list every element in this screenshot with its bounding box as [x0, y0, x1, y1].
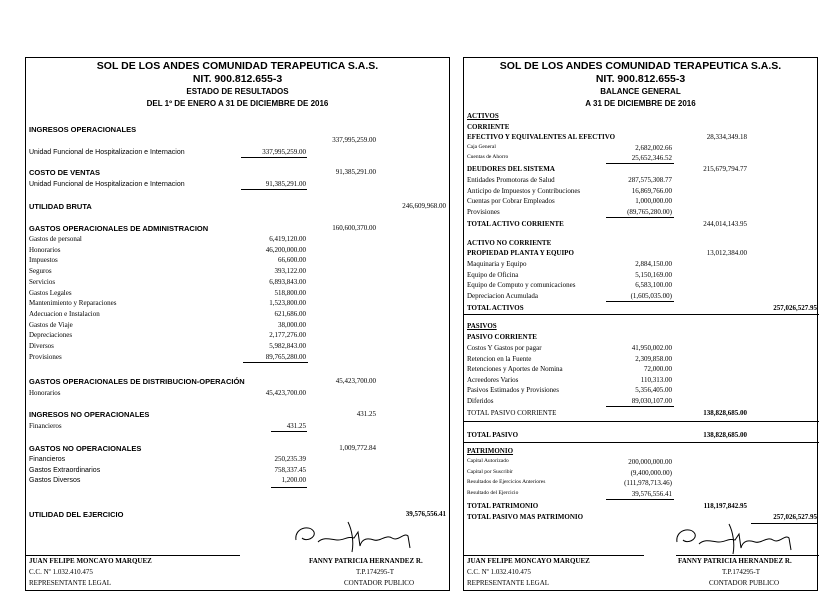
line-item-value: 6,583,100.00: [635, 281, 672, 289]
line-item-label: Resultado del Ejercicio: [467, 489, 519, 496]
line-item-value: 38,000.00: [278, 320, 306, 329]
line-item-label: Equipo de Computo y comunicaciones: [467, 281, 576, 289]
line-item-label: Capital Autorizado: [467, 458, 509, 464]
line-item-label: Financieros: [29, 422, 62, 430]
group-total: 28,334,349.18: [706, 133, 747, 141]
line-item-value: 72,000.00: [644, 365, 672, 373]
line-item-label: Gastos Legales: [29, 288, 72, 297]
statement-period: DEL 1º DE ENERO A 31 DE DICIEMBRE DE 2016: [146, 99, 329, 108]
total-label: TOTAL PASIVO: [467, 431, 519, 439]
total-label: TOTAL PATRIMONIO: [467, 502, 539, 510]
representative-role: REPRESENTANTE LEGAL: [29, 579, 112, 587]
section-title: INGRESOS OPERACIONALES: [29, 125, 137, 134]
group-label: EFECTIVO Y EQUIVALENTES AL EFECTIVO: [467, 133, 616, 141]
line-item-label: Maquinaria y Equipo: [467, 260, 527, 268]
section-title: GASTOS OPERACIONALES DE DISTRIBUCION-OPERACIÓN: [29, 377, 245, 386]
total-label: TOTAL ACTIVOS: [467, 304, 524, 312]
signature-image: [669, 520, 799, 560]
section-heading: PASIVO CORRIENTE: [467, 333, 537, 341]
line-item-label: Cuentas de Ahorro: [467, 154, 509, 160]
line-item-label: Caja General: [467, 144, 496, 150]
line-item-label: Servicios: [29, 277, 56, 286]
line-item-value: 1,200.00: [281, 476, 306, 485]
accountant-role: CONTADOR PUBLICO: [344, 579, 415, 587]
net-profit-value: 39,576,556.41: [405, 510, 446, 518]
line-item-value: 16,869,766.00: [631, 186, 672, 195]
line-item-value: 758,337.45: [274, 465, 306, 474]
line-item-value: 46,200,000.00: [265, 245, 306, 254]
line-item-label: Gastos Extraordinarios: [29, 466, 101, 474]
line-item-label: Mantenimiento y Reparaciones: [29, 299, 117, 308]
section-heading: PASIVOS: [467, 322, 497, 330]
line-item-value: 110,313.00: [640, 375, 672, 384]
line-item-label: Honorarios: [29, 245, 61, 254]
line-item-label: Costos Y Gastos por pagar: [467, 344, 542, 352]
section-total: 431.25: [356, 410, 376, 418]
total-value: 118,197,842.95: [703, 502, 747, 510]
group-total: 215,679,794.77: [703, 165, 747, 173]
line-item-label: Financieros: [29, 456, 66, 463]
statement-title: BALANCE GENERAL: [600, 87, 681, 96]
line-item-value: 39,576,556.41: [631, 489, 672, 498]
grand-total-value: 257,026,527.95: [773, 513, 817, 521]
signature-image: [288, 518, 418, 558]
company-name: SOL DE LOS ANDES COMUNIDAD TERAPEUTICA S.A.S.: [499, 60, 782, 72]
line-item-value: 41,950,002.00: [631, 344, 672, 352]
line-item-value: 6,419,120.00: [269, 235, 306, 243]
gross-profit-label: UTILIDAD BRUTA: [29, 202, 92, 211]
section-title: COSTO DE VENTAS: [29, 168, 100, 177]
net-profit-label: UTILIDAD DEL EJERCICIO: [29, 510, 124, 519]
group-label: PROPIEDAD PLANTA Y EQUIPO: [467, 249, 574, 257]
accountant-name: FANNY PATRICIA HERNANDEZ R.: [309, 557, 423, 565]
line-item-value: 2,682,002.66: [635, 144, 672, 152]
line-item-value: 200,000,000.00: [628, 458, 672, 466]
total-label: TOTAL PASIVO CORRIENTE: [467, 409, 557, 417]
representative-role: REPRESENTANTE LEGAL: [467, 579, 550, 587]
line-item-label: Entidades Promotoras de Salud: [467, 176, 555, 184]
line-item-label: Equipo de Oficina: [467, 270, 519, 279]
line-item-label: Adecuacion e Instalacion: [29, 309, 100, 318]
accountant-role: CONTADOR PUBLICO: [709, 579, 780, 587]
line-item-label: Impuestos: [29, 256, 58, 265]
accountant-license: T.P.174295-T: [356, 568, 394, 576]
line-item-label: Diferidos: [467, 396, 494, 405]
line-item-label: Unidad Funcional de Hospitalizacion e Internacion: [29, 181, 185, 188]
line-item-value: 5,150,169.00: [635, 270, 672, 279]
line-item-label: Acreedores Varios: [467, 375, 519, 384]
section-heading: ACTIVO NO CORRIENTE: [467, 239, 552, 247]
line-item-value: (1,605,035.00): [630, 291, 672, 300]
company-nit: NIT. 900.812.655-3: [595, 73, 686, 85]
income-statement-panel: [25, 57, 450, 591]
line-item-value: (9,400,000.00): [630, 468, 672, 477]
line-item-value: 431.25: [286, 422, 306, 430]
section-total: 91,385,291.00: [335, 168, 376, 176]
line-item-label: Cuentas por Cobrar Empleados: [467, 197, 555, 205]
line-item-value: 337,995,259.00: [262, 148, 306, 156]
total-value: 138,828,685.00: [703, 409, 747, 417]
line-item-value: 287,575,308.77: [628, 176, 672, 184]
line-item-value: 2,884,150.00: [635, 260, 672, 268]
representative-name: JUAN FELIPE MONCAYO MARQUEZ: [29, 557, 152, 565]
line-item-value: 91,385,291.00: [265, 180, 306, 188]
line-item-label: Retenciones y Aportes de Nomina: [467, 365, 563, 373]
total-value: 138,828,685.00: [703, 431, 747, 439]
statement-date: A 31 DE DICIEMBRE DE 2016: [585, 99, 696, 108]
line-item-value: 393,122.00: [274, 267, 306, 276]
line-item-label: Pasivos Estimados y Provisiones: [467, 386, 559, 394]
gross-profit-value: 246,609,968.00: [402, 202, 446, 210]
section-title: GASTOS OPERACIONALES DE ADMINISTRACION: [29, 224, 209, 233]
line-item-value: 2,177,276.00: [269, 331, 306, 340]
section-total: 160,600,370.00: [332, 224, 376, 232]
line-item-value: 518,800.00: [274, 288, 306, 297]
total-value: 257,026,527.95: [773, 304, 817, 312]
line-item-value: 45,423,700.00: [265, 389, 306, 397]
statement-title: ESTADO DE RESULTADOS: [186, 87, 289, 96]
accountant-name: FANNY PATRICIA HERNANDEZ R.: [678, 557, 792, 565]
line-item-value: 2,309,858.00: [635, 354, 672, 363]
balance-sheet-panel: [463, 57, 818, 591]
total-label: TOTAL ACTIVO CORRIENTE: [467, 220, 564, 228]
line-item-label: Retencion en la Fuente: [467, 354, 532, 363]
section-total: 337,995,259.00: [332, 136, 376, 144]
line-item-label: Gastos de personal: [29, 235, 82, 243]
line-item-label: Diversos: [29, 342, 54, 350]
grand-total-label: TOTAL PASIVO MAS PATRIMONIO: [467, 513, 584, 521]
line-item-value: 621,686.00: [274, 309, 306, 318]
line-item-value: 250,235.39: [274, 455, 306, 463]
line-item-label: Honorarios: [29, 389, 61, 397]
line-item-value: (89,765,280.00): [627, 207, 672, 216]
line-item-label: Seguros: [29, 267, 52, 276]
line-item-label: Capital por Suscribir: [467, 468, 513, 475]
section-title: GASTOS NO OPERACIONALES: [29, 444, 142, 453]
section-heading: ACTIVOS: [467, 112, 499, 120]
line-item-value: (111,978,713.46): [624, 479, 672, 487]
line-item-label: Resultados de Ejercicios Anteriores: [467, 479, 546, 485]
line-item-label: Unidad Funcional de Hospitalizacion e Internacion: [29, 149, 185, 156]
line-item-value: 25,652,346.52: [631, 154, 672, 162]
company-name: SOL DE LOS ANDES COMUNIDAD TERAPEUTICA S.A.S.: [96, 60, 379, 72]
representative-id: C.C. Nº 1.032.410.475: [467, 568, 531, 576]
group-total: 13,012,384.00: [706, 249, 747, 257]
line-item-value: 6,893,843.00: [269, 277, 306, 286]
section-total: 45,423,700.00: [335, 377, 376, 385]
section-heading: CORRIENTE: [467, 123, 510, 131]
line-item-label: Depreciaciones: [29, 331, 73, 340]
line-item-value: 5,356,405.00: [635, 386, 672, 394]
line-item-value: 89,030,107.00: [631, 396, 672, 405]
line-item-label: Anticipo de Impuestos y Contribuciones: [467, 186, 581, 195]
line-item-label: Gastos Diversos: [29, 477, 81, 485]
line-item-value: 1,000,000.00: [635, 197, 672, 205]
line-item-value: 89,765,280.00: [265, 352, 306, 361]
group-label: DEUDORES DEL SISTEMA: [467, 165, 555, 173]
representative-id: C.C. Nº 1.032.410.475: [29, 568, 93, 576]
line-item-label: Provisiones: [467, 207, 500, 216]
total-value: 244,014,143.95: [703, 220, 747, 228]
line-item-value: 5,982,843.00: [269, 342, 306, 350]
section-title: INGRESOS NO OPERACIONALES: [29, 410, 150, 419]
section-heading: PATRIMONIO: [467, 447, 514, 455]
line-item-value: 1,523,800.00: [269, 299, 306, 308]
company-nit: NIT. 900.812.655-3: [192, 73, 283, 85]
line-item-value: 66,600.00: [278, 256, 306, 265]
line-item-label: Depreciacion Acumulada: [467, 291, 538, 300]
section-total: 1,009,772.84: [339, 444, 376, 452]
representative-name: JUAN FELIPE MONCAYO MARQUEZ: [467, 557, 590, 565]
line-item-label: Gastos de Viaje: [29, 320, 73, 329]
line-item-label: Provisiones: [29, 352, 62, 361]
accountant-license: T.P.174295-T: [722, 568, 760, 576]
